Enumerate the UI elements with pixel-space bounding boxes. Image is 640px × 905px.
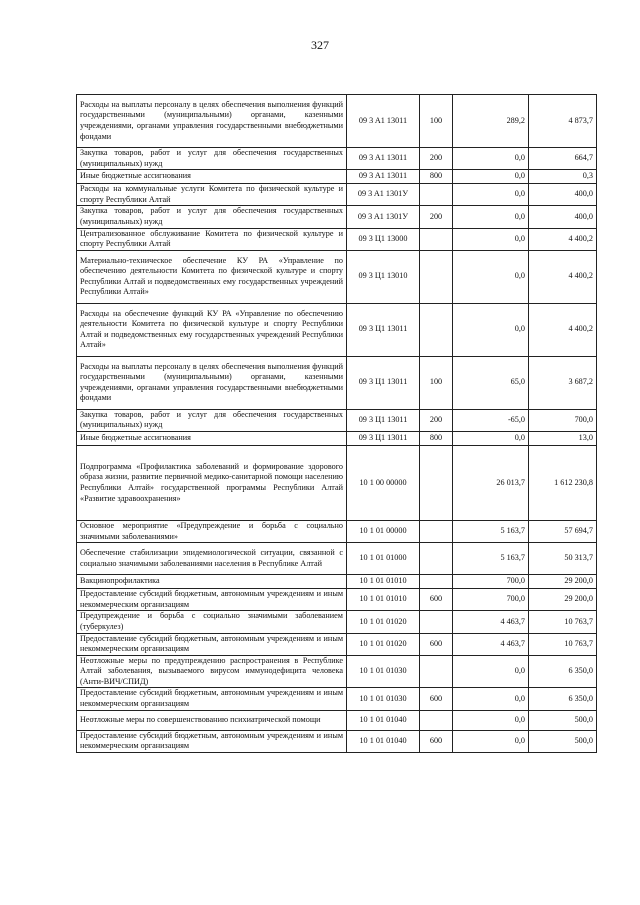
row-code: 10 1 01 01040 [347, 710, 420, 730]
table-row [77, 409, 597, 431]
table-row [77, 655, 597, 688]
row-name: Расходы на обеспечение функций КУ РА «Управление по обеспечению деятельности Комитета по физической культуре и спорту Республики Алтай и подведомственных ему государственных учреждений Республики Алтай» [77, 303, 347, 356]
row-expense-type [420, 520, 453, 542]
row-name: Неотложные меры по совершенствованию психиатрической помощи [77, 710, 347, 730]
row-expense-type: 600 [420, 730, 453, 752]
row-change-amount: 0,0 [453, 730, 529, 752]
row-name: Предоставление субсидий бюджетным, автономным учреждениям и иным некоммерческим организациям [77, 688, 347, 710]
row-change-amount: 26 013,7 [453, 445, 529, 520]
table-row [77, 250, 597, 303]
row-expense-type: 200 [420, 148, 453, 170]
row-expense-type [420, 575, 453, 589]
row-name: Закупка товаров, работ и услуг для обеспечения государственных (муниципальных) нужд [77, 148, 347, 170]
row-change-amount: 0,0 [453, 148, 529, 170]
row-total-amount: 10 763,7 [529, 611, 597, 633]
table-row [77, 688, 597, 710]
table-row [77, 730, 597, 752]
row-expense-type: 800 [420, 170, 453, 184]
row-change-amount: 0,0 [453, 431, 529, 445]
row-code: 10 1 01 01020 [347, 633, 420, 655]
table-row [77, 170, 597, 184]
row-change-amount: 0,0 [453, 170, 529, 184]
row-total-amount: 13,0 [529, 431, 597, 445]
row-expense-type [420, 710, 453, 730]
row-name: Обеспечение стабилизации эпидемиологической ситуации, связанной с социально значимыми заболеваниями населения в Республике Алтай [77, 543, 347, 575]
row-code: 09 3 A1 1301У [347, 184, 420, 206]
row-change-amount: 5 163,7 [453, 520, 529, 542]
row-name: Закупка товаров, работ и услуг для обеспечения государственных (муниципальных) нужд [77, 206, 347, 228]
row-code: 09 3 Ц1 13011 [347, 303, 420, 356]
row-code: 10 1 00 00000 [347, 445, 420, 520]
row-code: 10 1 01 01030 [347, 688, 420, 710]
row-change-amount: 0,0 [453, 303, 529, 356]
row-change-amount: 5 163,7 [453, 543, 529, 575]
row-total-amount: 500,0 [529, 710, 597, 730]
row-code: 09 3 Ц1 13011 [347, 431, 420, 445]
row-expense-type: 100 [420, 95, 453, 148]
row-change-amount: 700,0 [453, 589, 529, 611]
row-change-amount: 0,0 [453, 206, 529, 228]
row-total-amount: 400,0 [529, 184, 597, 206]
row-change-amount: -65,0 [453, 409, 529, 431]
row-code: 09 3 A1 13011 [347, 148, 420, 170]
table-row [77, 184, 597, 206]
table-row [77, 148, 597, 170]
row-code: 10 1 01 01000 [347, 543, 420, 575]
row-expense-type [420, 250, 453, 303]
row-expense-type [420, 303, 453, 356]
row-total-amount: 29 200,0 [529, 589, 597, 611]
table-row [77, 710, 597, 730]
row-change-amount: 4 463,7 [453, 633, 529, 655]
row-expense-type: 200 [420, 409, 453, 431]
row-expense-type [420, 543, 453, 575]
row-total-amount: 4 400,2 [529, 303, 597, 356]
row-name: Иные бюджетные ассигнования [77, 170, 347, 184]
row-total-amount: 6 350,0 [529, 655, 597, 688]
table-row [77, 206, 597, 228]
row-expense-type: 100 [420, 356, 453, 409]
row-change-amount: 700,0 [453, 575, 529, 589]
row-name: Материально-техническое обеспечение КУ РА «Управление по обеспечению деятельности Комитета по физической культуре и спорту Республики Алтай и подведомственных ему государственных учреждений Республики Алтай» [77, 250, 347, 303]
row-name: Закупка товаров, работ и услуг для обеспечения государственных (муниципальных) нужд [77, 409, 347, 431]
row-expense-type [420, 655, 453, 688]
row-change-amount: 0,0 [453, 250, 529, 303]
row-change-amount: 0,0 [453, 184, 529, 206]
row-change-amount: 0,0 [453, 710, 529, 730]
row-change-amount: 289,2 [453, 95, 529, 148]
row-code: 10 1 01 01010 [347, 589, 420, 611]
row-total-amount: 3 687,2 [529, 356, 597, 409]
row-change-amount: 4 463,7 [453, 611, 529, 633]
table-row [77, 633, 597, 655]
row-total-amount: 500,0 [529, 730, 597, 752]
row-code: 09 3 Ц1 13000 [347, 228, 420, 250]
table-row [77, 543, 597, 575]
row-code: 10 1 01 00000 [347, 520, 420, 542]
row-total-amount: 0,3 [529, 170, 597, 184]
row-total-amount: 664,7 [529, 148, 597, 170]
row-name: Предоставление субсидий бюджетным, автономным учреждениям и иным некоммерческим организациям [77, 730, 347, 752]
row-change-amount: 0,0 [453, 655, 529, 688]
table-row [77, 589, 597, 611]
row-name: Основное мероприятие «Предупреждение и борьба с социально значимыми заболеваниями» [77, 520, 347, 542]
table-row [77, 611, 597, 633]
row-code: 10 1 01 01030 [347, 655, 420, 688]
row-expense-type [420, 228, 453, 250]
row-code: 09 3 A1 13011 [347, 95, 420, 148]
row-code: 10 1 01 01040 [347, 730, 420, 752]
table-row [77, 303, 597, 356]
row-code: 09 3 Ц1 13010 [347, 250, 420, 303]
table-row [77, 445, 597, 520]
row-total-amount: 1 612 230,8 [529, 445, 597, 520]
row-code: 09 3 Ц1 13011 [347, 409, 420, 431]
row-change-amount: 0,0 [453, 688, 529, 710]
row-code: 09 3 A1 13011 [347, 170, 420, 184]
row-total-amount: 700,0 [529, 409, 597, 431]
table-row [77, 95, 597, 148]
table-row [77, 228, 597, 250]
row-total-amount: 4 400,2 [529, 228, 597, 250]
row-total-amount: 400,0 [529, 206, 597, 228]
row-change-amount: 65,0 [453, 356, 529, 409]
row-name: Расходы на выплаты персоналу в целях обеспечения выполнения функций государственными (муниципальными) органами, казенными учреждениями, органами управления государственными внебюджетными фондами [77, 95, 347, 148]
row-total-amount: 4 873,7 [529, 95, 597, 148]
budget-table [76, 94, 597, 753]
row-total-amount: 10 763,7 [529, 633, 597, 655]
row-code: 10 1 01 01010 [347, 575, 420, 589]
row-name: Иные бюджетные ассигнования [77, 431, 347, 445]
row-name: Предоставление субсидий бюджетным, автономным учреждениям и иным некоммерческим организациям [77, 633, 347, 655]
row-total-amount: 50 313,7 [529, 543, 597, 575]
row-expense-type [420, 611, 453, 633]
row-total-amount: 4 400,2 [529, 250, 597, 303]
row-code: 09 3 Ц1 13011 [347, 356, 420, 409]
table-row [77, 520, 597, 542]
row-name: Подпрограмма «Профилактика заболеваний и формирование здорового образа жизни, развитие первичной медико-санитарной помощи населению Республики Алтай» государственной программы Республики Алтай «Развитие здравоохранения» [77, 445, 347, 520]
row-expense-type: 800 [420, 431, 453, 445]
row-name: Централизованное обслуживание Комитета по физической культуре и спорту Республики Алтай [77, 228, 347, 250]
row-name: Расходы на выплаты персоналу в целях обеспечения выполнения функций государственными (муниципальными) органами, казенными учреждениями, органами управления государственными внебюджетными фондами [77, 356, 347, 409]
table-row [77, 575, 597, 589]
row-name: Предоставление субсидий бюджетным, автономным учреждениям и иным некоммерческим организациям [77, 589, 347, 611]
row-expense-type [420, 184, 453, 206]
row-total-amount: 6 350,0 [529, 688, 597, 710]
row-code: 10 1 01 01020 [347, 611, 420, 633]
row-name: Предупреждение и борьба с социально значимыми заболеванием (туберкулез) [77, 611, 347, 633]
row-expense-type: 600 [420, 688, 453, 710]
row-expense-type: 200 [420, 206, 453, 228]
page-number: 327 [311, 38, 329, 52]
table-row [77, 356, 597, 409]
row-expense-type [420, 445, 453, 520]
row-change-amount: 0,0 [453, 228, 529, 250]
row-name: Вакцинопрофилактика [77, 575, 347, 589]
row-expense-type: 600 [420, 633, 453, 655]
row-total-amount: 57 694,7 [529, 520, 597, 542]
row-code: 09 3 A1 1301У [347, 206, 420, 228]
row-name: Расходы на коммунальные услуги Комитета по физической культуре и спорту Республики Алтай [77, 184, 347, 206]
table-row [77, 431, 597, 445]
row-total-amount: 29 200,0 [529, 575, 597, 589]
row-name: Неотложные меры по предупреждению распространения в Республике Алтай заболевания, вызываемого вирусом иммунодефицита человека (Анти-ВИЧ/СПИД) [77, 655, 347, 688]
row-expense-type: 600 [420, 589, 453, 611]
